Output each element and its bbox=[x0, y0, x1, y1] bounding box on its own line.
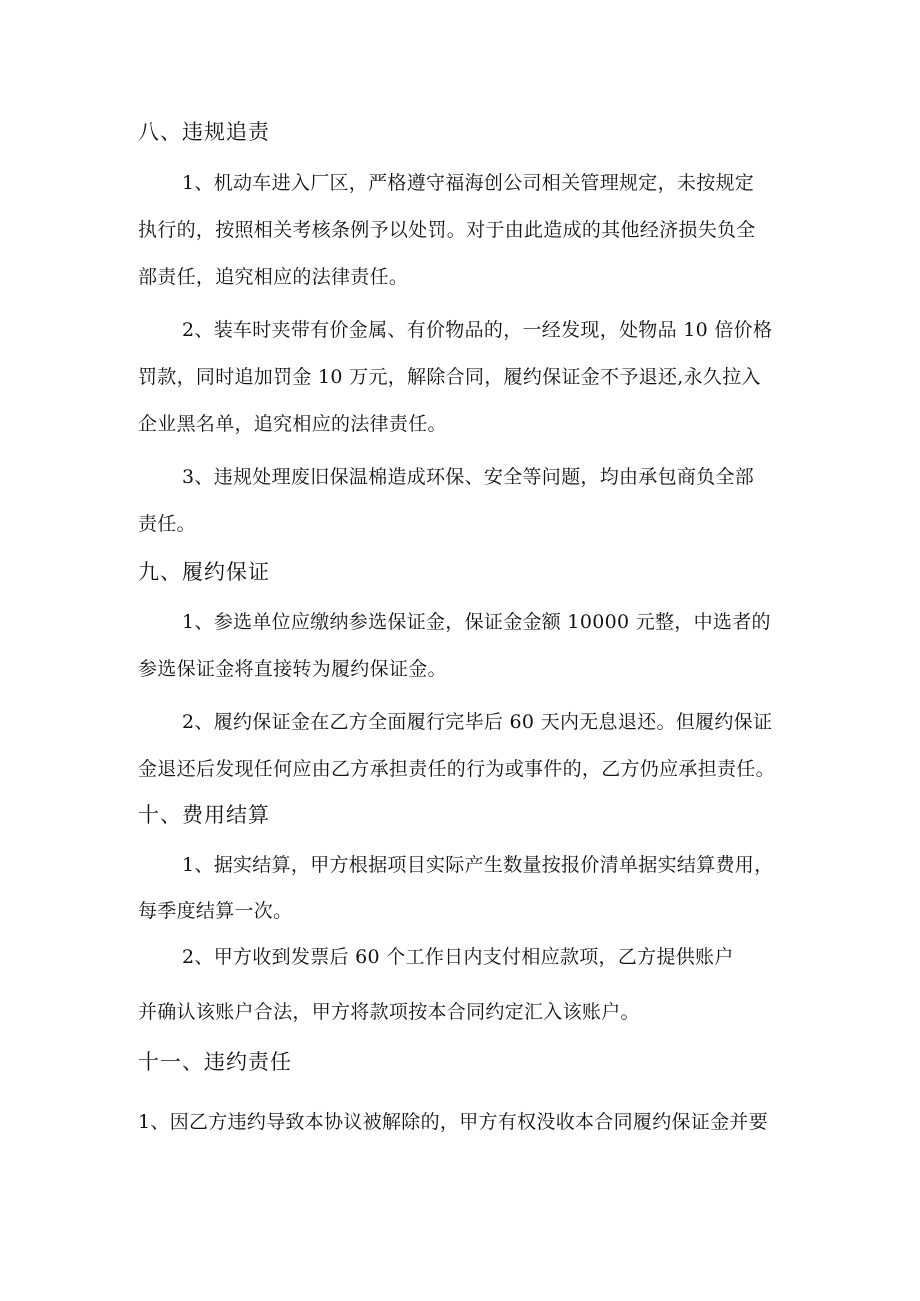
paragraph-line: 罚款，同时追加罚金 10 万元，解除合同，履约保证金不予退还,永久拉入 bbox=[138, 366, 761, 388]
paragraph-line: 金退还后发现任何应由乙方承担责任的行为或事件的，乙方仍应承担责任。 bbox=[138, 758, 775, 780]
paragraph-line: 2、装车时夹带有价金属、有价物品的，一经发现，处物品 10 倍价格 bbox=[182, 319, 773, 341]
paragraph-line: 1、因乙方违约导致本协议被解除的，甲方有权没收本合同履约保证金并要 bbox=[138, 1111, 768, 1133]
paragraph-line: 部责任，追究相应的法律责任。 bbox=[138, 266, 409, 288]
paragraph-line: 2、甲方收到发票后 60 个工作日内支付相应款项，乙方提供账户 bbox=[182, 946, 734, 968]
paragraph-line: 2、履约保证金在乙方全面履行完毕后 60 天内无息退还。但履约保证 bbox=[182, 711, 773, 733]
section-heading: 八、违规追责 bbox=[138, 120, 270, 144]
paragraph-line: 执行的，按照相关考核条例予以处罚。对于由此造成的其他经济损失负全 bbox=[138, 219, 756, 241]
section-heading: 十一、违约责任 bbox=[138, 1050, 292, 1074]
section-heading: 十、费用结算 bbox=[138, 803, 270, 827]
paragraph-line: 1、据实结算，甲方根据项目实际产生数量按报价清单据实结算费用， bbox=[182, 854, 774, 876]
paragraph-line: 责任。 bbox=[138, 513, 196, 535]
paragraph-line: 每季度结算一次。 bbox=[138, 900, 293, 922]
paragraph-line: 1、参选单位应缴纳参选保证金，保证金金额 10000 元整，中选者的 bbox=[182, 611, 771, 633]
paragraph-line: 3、违规处理废旧保温棉造成环保、安全等问题，均由承包商负全部 bbox=[182, 466, 755, 488]
paragraph-line: 1、机动车进入厂区，严格遵守福海创公司相关管理规定，未按规定 bbox=[182, 172, 755, 194]
paragraph-line: 参选保证金将直接转为履约保证金。 bbox=[138, 658, 447, 680]
paragraph-line: 并确认该账户合法，甲方将款项按本合同约定汇入该账户。 bbox=[138, 1001, 640, 1023]
paragraph-line: 企业黑名单，追究相应的法律责任。 bbox=[138, 413, 447, 435]
section-heading: 九、履约保证 bbox=[138, 560, 270, 584]
